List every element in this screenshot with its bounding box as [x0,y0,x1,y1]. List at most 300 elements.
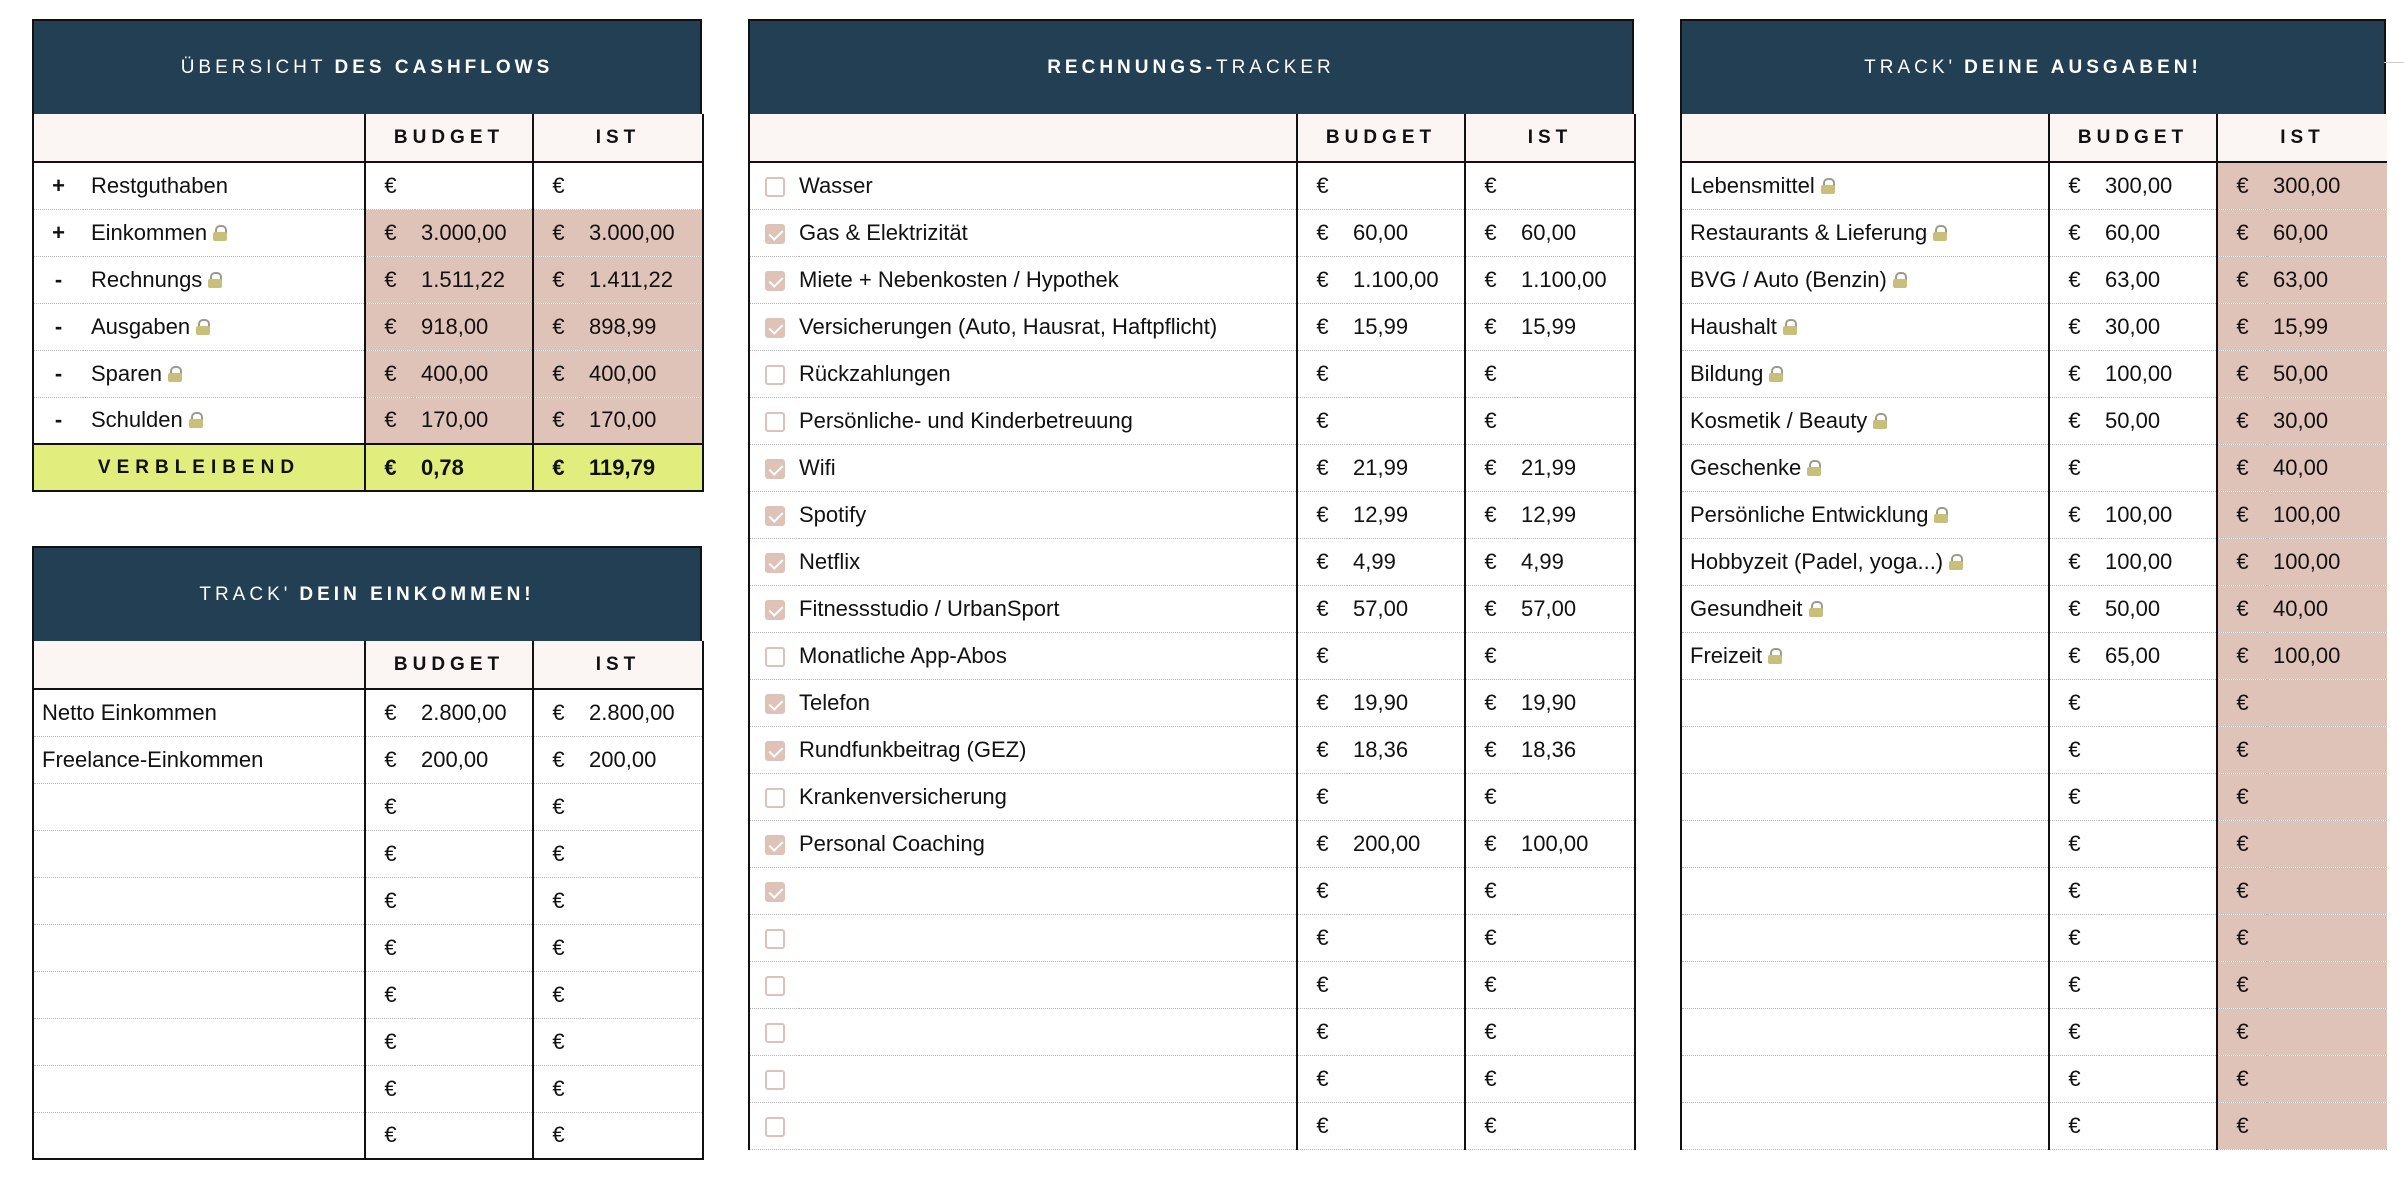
budget-value[interactable]: 100,00 [2099,350,2217,397]
expense-label-cell[interactable] [1681,679,2049,726]
expense-label-cell[interactable] [1681,773,2049,820]
checkbox-cell [749,1055,799,1102]
currency-symbol: € [2049,585,2099,632]
checkbox-checked[interactable] [765,694,785,714]
expense-row [1681,867,2387,914]
checkbox-checked[interactable] [765,318,785,338]
currency-symbol: € [2217,867,2267,914]
ist-value[interactable]: 57,00 [1515,585,1635,632]
row-label-cell [83,209,365,256]
expense-label-cell[interactable] [1681,632,2049,679]
bill-label[interactable]: Gas & Elektrizität [799,209,1297,256]
currency-symbol: € [365,256,415,303]
currency-symbol: € [1465,1008,1515,1055]
bill-label[interactable]: Telefon [799,679,1297,726]
ist-value[interactable]: 300,00 [2267,162,2387,209]
ist-value[interactable] [2267,773,2387,820]
currency-symbol: € [1297,1055,1347,1102]
currency-symbol: € [2049,1102,2099,1149]
ist-value[interactable]: 15,99 [1515,303,1635,350]
currency-symbol: € [1297,350,1347,397]
checkbox-cell [749,350,799,397]
ist-value[interactable] [2267,726,2387,773]
income-label[interactable] [33,1018,365,1065]
expense-row [1681,397,2387,444]
ist-value[interactable] [1515,1102,1635,1149]
ist-value[interactable]: 2.800,00 [583,689,703,736]
ist-value[interactable] [1515,961,1635,1008]
currency-symbol: € [2217,209,2267,256]
budget-value[interactable] [2099,961,2217,1008]
ist-value[interactable]: 60,00 [1515,209,1635,256]
ist-value[interactable] [583,1018,703,1065]
checkbox-cell [749,914,799,961]
income-label[interactable] [33,971,365,1018]
checkbox-unchecked[interactable] [765,647,785,667]
ist-value[interactable] [583,877,703,924]
ist-value[interactable]: 19,90 [1515,679,1635,726]
ist-value[interactable] [2267,961,2387,1008]
budget-value[interactable]: 200,00 [1347,820,1465,867]
budget-value[interactable] [2099,820,2217,867]
checkbox-checked[interactable] [765,835,785,855]
currency-symbol: € [1465,726,1515,773]
currency-symbol: € [2049,491,2099,538]
checkbox-cell [749,1102,799,1149]
ist-value[interactable]: 100,00 [2267,491,2387,538]
expense-label-cell[interactable] [1681,350,2049,397]
currency-symbol: € [365,1112,415,1159]
budget-value[interactable] [1347,397,1465,444]
checkbox-unchecked[interactable] [765,1070,785,1090]
ist-value[interactable]: 40,00 [2267,585,2387,632]
checkbox-cell [749,585,799,632]
ist-value[interactable]: 898,99 [583,303,703,350]
expense-label-cell[interactable] [1681,867,2049,914]
cashflow-column-header [33,114,703,162]
bill-label[interactable]: Monatliche App-Abos [799,632,1297,679]
ist-value[interactable] [2267,1102,2387,1149]
checkbox-unchecked[interactable] [765,365,785,385]
ist-value[interactable]: 200,00 [583,736,703,783]
expense-row [1681,209,2387,256]
currency-symbol: € [1465,444,1515,491]
lock-icon [1934,507,1948,523]
ist-value[interactable] [1515,162,1635,209]
currency-symbol: € [2217,679,2267,726]
ist-value[interactable] [1515,397,1635,444]
ist-value[interactable] [583,1112,703,1159]
checkbox-checked[interactable] [765,882,785,902]
bill-row [749,303,1635,350]
checkbox-cell [749,397,799,444]
currency-symbol: € [1465,397,1515,444]
income-label[interactable]: Freelance-Einkommen [33,736,365,783]
ist-value[interactable] [1515,632,1635,679]
currency-symbol: € [365,209,415,256]
checkbox-cell [749,820,799,867]
checkbox-unchecked[interactable] [765,412,785,432]
expense-row [1681,961,2387,1008]
checkbox-checked[interactable] [765,506,785,526]
budget-value[interactable] [1347,1102,1465,1149]
checkbox-unchecked[interactable] [765,1023,785,1043]
cashflow-panel [32,19,702,492]
checkbox-cell [749,773,799,820]
bill-row [749,914,1635,961]
ist-value[interactable]: 100,00 [2267,632,2387,679]
income-row [33,689,703,736]
bill-label[interactable] [799,1055,1297,1102]
checkbox-unchecked[interactable] [765,788,785,808]
expense-label-cell[interactable] [1681,444,2049,491]
bill-label[interactable]: Wasser [799,162,1297,209]
ist-value[interactable]: 18,36 [1515,726,1635,773]
budget-value[interactable] [1347,632,1465,679]
checkbox-unchecked[interactable] [765,1117,785,1137]
ist-value[interactable]: 100,00 [1515,820,1635,867]
budget-value[interactable] [415,877,533,924]
ist-value[interactable]: 100,00 [2267,538,2387,585]
ist-value[interactable] [1515,867,1635,914]
checkbox-checked[interactable] [765,600,785,620]
budget-value[interactable]: 50,00 [2099,585,2217,632]
row-sign: - [33,256,83,303]
expense-row [1681,491,2387,538]
currency-symbol: € [2217,538,2267,585]
currency-symbol: € [365,162,415,209]
ist-value[interactable] [583,830,703,877]
bill-label[interactable] [799,961,1297,1008]
currency-symbol: € [365,689,415,736]
expense-label: Hobbyzeit (Padel, yoga...) [1690,548,1944,574]
checkbox-checked[interactable] [765,459,785,479]
row-label: Schulden [91,407,183,433]
expense-label-cell[interactable] [1681,820,2049,867]
currency-symbol: € [2049,162,2099,209]
bills-title: RECHNUNGS- TRACKER [748,19,1634,114]
currency-symbol: € [365,1065,415,1112]
currency-symbol: € [2049,914,2099,961]
budget-value[interactable] [415,924,533,971]
ist-value[interactable] [1515,773,1635,820]
row-label-cell [83,397,365,444]
budget-value[interactable] [1347,1055,1465,1102]
currency-symbol: € [1297,773,1347,820]
income-label[interactable] [33,830,365,877]
budget-value[interactable]: 200,00 [415,736,533,783]
ist-value[interactable] [2267,679,2387,726]
currency-symbol: € [1297,679,1347,726]
budget-value[interactable] [1347,961,1465,1008]
ist-value[interactable]: 30,00 [2267,397,2387,444]
row-label: Restguthaben [91,172,228,198]
budget-value[interactable]: 18,36 [1347,726,1465,773]
income-label[interactable] [33,783,365,830]
currency-symbol: € [1465,773,1515,820]
ist-value[interactable] [1515,1055,1635,1102]
budget-value[interactable] [2099,1055,2217,1102]
currency-symbol: € [1297,867,1347,914]
currency-symbol: € [2217,491,2267,538]
checkbox-cell [749,209,799,256]
currency-symbol: € [2217,303,2267,350]
income-row [33,924,703,971]
expense-row [1681,773,2387,820]
income-label[interactable]: Netto Einkommen [33,689,365,736]
checkbox-unchecked[interactable] [765,177,785,197]
bill-label[interactable]: Versicherungen (Auto, Hausrat, Haftpflicht) [799,303,1297,350]
budget-value[interactable] [2099,444,2217,491]
budget-value[interactable]: 15,99 [1347,303,1465,350]
expense-label-cell[interactable] [1681,209,2049,256]
budget-value[interactable] [415,1112,533,1159]
budget-value[interactable]: 30,00 [2099,303,2217,350]
ist-value[interactable]: 3.000,00 [583,209,703,256]
expense-label-cell[interactable] [1681,1055,2049,1102]
bill-label[interactable] [799,867,1297,914]
budget-value[interactable] [2099,867,2217,914]
budget-value[interactable]: 60,00 [1347,209,1465,256]
expense-row [1681,538,2387,585]
budget-value[interactable]: 21,99 [1347,444,1465,491]
budget-value[interactable]: 3.000,00 [415,209,533,256]
income-label[interactable] [33,877,365,924]
bill-row [749,867,1635,914]
currency-symbol: € [2049,632,2099,679]
bill-label[interactable]: Persönliche- und Kinderbetreuung [799,397,1297,444]
bill-row [749,209,1635,256]
budget-value[interactable]: 2.800,00 [415,689,533,736]
currency-symbol: € [1465,209,1515,256]
ist-value[interactable] [583,162,703,209]
budget-value[interactable]: 1.511,22 [415,256,533,303]
ist-value[interactable]: 21,99 [1515,444,1635,491]
income-row [33,736,703,783]
budget-value[interactable] [2099,1008,2217,1055]
budget-value[interactable]: 100,00 [2099,491,2217,538]
currency-symbol: € [2049,350,2099,397]
cashflow-title: ÜBERSICHT DES CASHFLOWS [32,19,702,114]
budget-value[interactable] [415,1065,533,1112]
ist-value[interactable] [583,1065,703,1112]
ist-value[interactable]: 400,00 [583,350,703,397]
checkbox-cell [749,867,799,914]
currency-symbol: € [2217,820,2267,867]
bill-label[interactable]: Rundfunkbeitrag (GEZ) [799,726,1297,773]
ist-value[interactable] [2267,820,2387,867]
col-budget-header: BUDGET [365,114,533,162]
income-row [33,783,703,830]
currency-symbol: € [533,877,583,924]
budget-value[interactable] [1347,162,1465,209]
budget-value[interactable] [1347,1008,1465,1055]
budget-value[interactable]: 12,99 [1347,491,1465,538]
bill-label[interactable]: Netflix [799,538,1297,585]
currency-symbol: € [2049,726,2099,773]
income-label[interactable] [33,924,365,971]
ist-value[interactable] [1515,350,1635,397]
currency-symbol: € [1297,1102,1347,1149]
ist-value[interactable] [2267,1008,2387,1055]
currency-symbol: € [365,350,415,397]
expense-label-cell[interactable] [1681,538,2049,585]
budget-value[interactable] [415,783,533,830]
expenses-column-header: BUDGET IST [1681,114,2387,162]
lock-icon [1768,648,1782,664]
bill-label[interactable] [799,1102,1297,1149]
expense-label-cell[interactable] [1681,1102,2049,1149]
income-row [33,1018,703,1065]
expense-label-cell[interactable] [1681,914,2049,961]
expense-label-cell[interactable] [1681,726,2049,773]
budget-value[interactable] [2099,773,2217,820]
checkbox-checked[interactable] [765,224,785,244]
expense-label-cell[interactable] [1681,162,2049,209]
income-label[interactable] [33,1112,365,1159]
budget-value[interactable]: 57,00 [1347,585,1465,632]
expense-label: Persönliche Entwicklung [1690,501,1929,527]
bill-label[interactable]: Wifi [799,444,1297,491]
budget-value[interactable] [415,830,533,877]
budget-value[interactable]: 400,00 [415,350,533,397]
budget-value[interactable] [1347,773,1465,820]
currency-symbol: € [2217,1102,2267,1149]
ist-value[interactable]: 15,99 [2267,303,2387,350]
budget-value[interactable]: 63,00 [2099,256,2217,303]
ist-value[interactable] [583,924,703,971]
ist-value[interactable]: 1.411,22 [583,256,703,303]
bill-label[interactable]: Krankenversicherung [799,773,1297,820]
lock-icon [1807,460,1821,476]
budget-value[interactable]: 4,99 [1347,538,1465,585]
budget-value[interactable] [2099,914,2217,961]
budget-value[interactable] [2099,679,2217,726]
budget-value[interactable]: 50,00 [2099,397,2217,444]
bill-label[interactable]: Rückzahlungen [799,350,1297,397]
expense-label-cell[interactable] [1681,491,2049,538]
budget-value[interactable]: 100,00 [2099,538,2217,585]
row-label: Einkommen [91,219,208,245]
checkbox-cell [749,256,799,303]
expense-label: Freizeit [1690,642,1763,668]
currency-symbol: € [2217,914,2267,961]
currency-symbol: € [365,783,415,830]
ist-value[interactable] [583,971,703,1018]
bill-label[interactable] [799,1008,1297,1055]
ist-value[interactable]: 170,00 [583,397,703,444]
currency-symbol: € [1465,1102,1515,1149]
budget-value[interactable] [415,162,533,209]
currency-symbol: € [1465,1055,1515,1102]
ist-value[interactable] [2267,914,2387,961]
currency-symbol: € [2049,773,2099,820]
expense-label-cell[interactable] [1681,585,2049,632]
bill-label[interactable]: Spotify [799,491,1297,538]
budget-value[interactable] [1347,350,1465,397]
budget-value[interactable] [415,971,533,1018]
expense-label-cell[interactable] [1681,1008,2049,1055]
expense-row [1681,820,2387,867]
expense-label: Haushalt [1690,313,1777,339]
checkbox-checked[interactable] [765,741,785,761]
income-row [33,830,703,877]
checkbox-checked[interactable] [765,553,785,573]
expense-label-cell[interactable] [1681,397,2049,444]
currency-symbol: € [2049,867,2099,914]
income-label[interactable] [33,1065,365,1112]
budget-value[interactable]: 19,90 [1347,679,1465,726]
ist-value[interactable]: 40,00 [2267,444,2387,491]
expense-row [1681,444,2387,491]
income-column-header: BUDGET IST [33,641,703,689]
expense-label: Kosmetik / Beauty [1690,407,1868,433]
currency-symbol: € [2217,397,2267,444]
checkbox-unchecked[interactable] [765,929,785,949]
bill-label[interactable] [799,914,1297,961]
cashflow-row [33,350,703,397]
budget-value[interactable]: 918,00 [415,303,533,350]
bill-row [749,350,1635,397]
ist-value[interactable]: 50,00 [2267,350,2387,397]
budget-value[interactable] [2099,1102,2217,1149]
budget-value[interactable] [1347,867,1465,914]
ist-value[interactable] [2267,1055,2387,1102]
bill-label[interactable]: Personal Coaching [799,820,1297,867]
budget-value[interactable]: 300,00 [2099,162,2217,209]
ist-value[interactable] [583,783,703,830]
expense-label-cell[interactable] [1681,256,2049,303]
currency-symbol: € [2049,538,2099,585]
bill-row [749,162,1635,209]
currency-symbol: € [1465,961,1515,1008]
budget-value[interactable] [2099,726,2217,773]
expenses-title: TRACK' DEINE AUSGABEN! [1680,19,2386,114]
ist-value[interactable] [1515,914,1635,961]
ist-value[interactable] [1515,1008,1635,1055]
currency-symbol: € [2049,1008,2099,1055]
currency-symbol: € [533,924,583,971]
cashflow-row [33,303,703,350]
checkbox-cell [749,162,799,209]
row-sign: + [33,162,83,209]
ist-value[interactable]: 1.100,00 [1515,256,1635,303]
expense-label-cell[interactable] [1681,961,2049,1008]
budget-value[interactable]: 60,00 [2099,209,2217,256]
expense-label-cell[interactable] [1681,303,2049,350]
ist-value[interactable] [2267,867,2387,914]
checkbox-checked[interactable] [765,271,785,291]
bill-row [749,538,1635,585]
budget-value[interactable]: 170,00 [415,397,533,444]
ist-value[interactable]: 60,00 [2267,209,2387,256]
checkbox-unchecked[interactable] [765,976,785,996]
bill-label[interactable]: Miete + Nebenkosten / Hypothek [799,256,1297,303]
ist-value[interactable]: 4,99 [1515,538,1635,585]
budget-value[interactable] [415,1018,533,1065]
ist-value[interactable]: 12,99 [1515,491,1635,538]
budget-value[interactable] [1347,914,1465,961]
currency-symbol: € [1297,632,1347,679]
currency-symbol: € [1465,585,1515,632]
budget-value[interactable]: 1.100,00 [1347,256,1465,303]
row-label-cell [83,350,365,397]
bill-label[interactable]: Fitnessstudio / UrbanSport [799,585,1297,632]
bill-row [749,632,1635,679]
ist-value[interactable]: 63,00 [2267,256,2387,303]
currency-symbol: € [533,971,583,1018]
budget-value[interactable]: 65,00 [2099,632,2217,679]
